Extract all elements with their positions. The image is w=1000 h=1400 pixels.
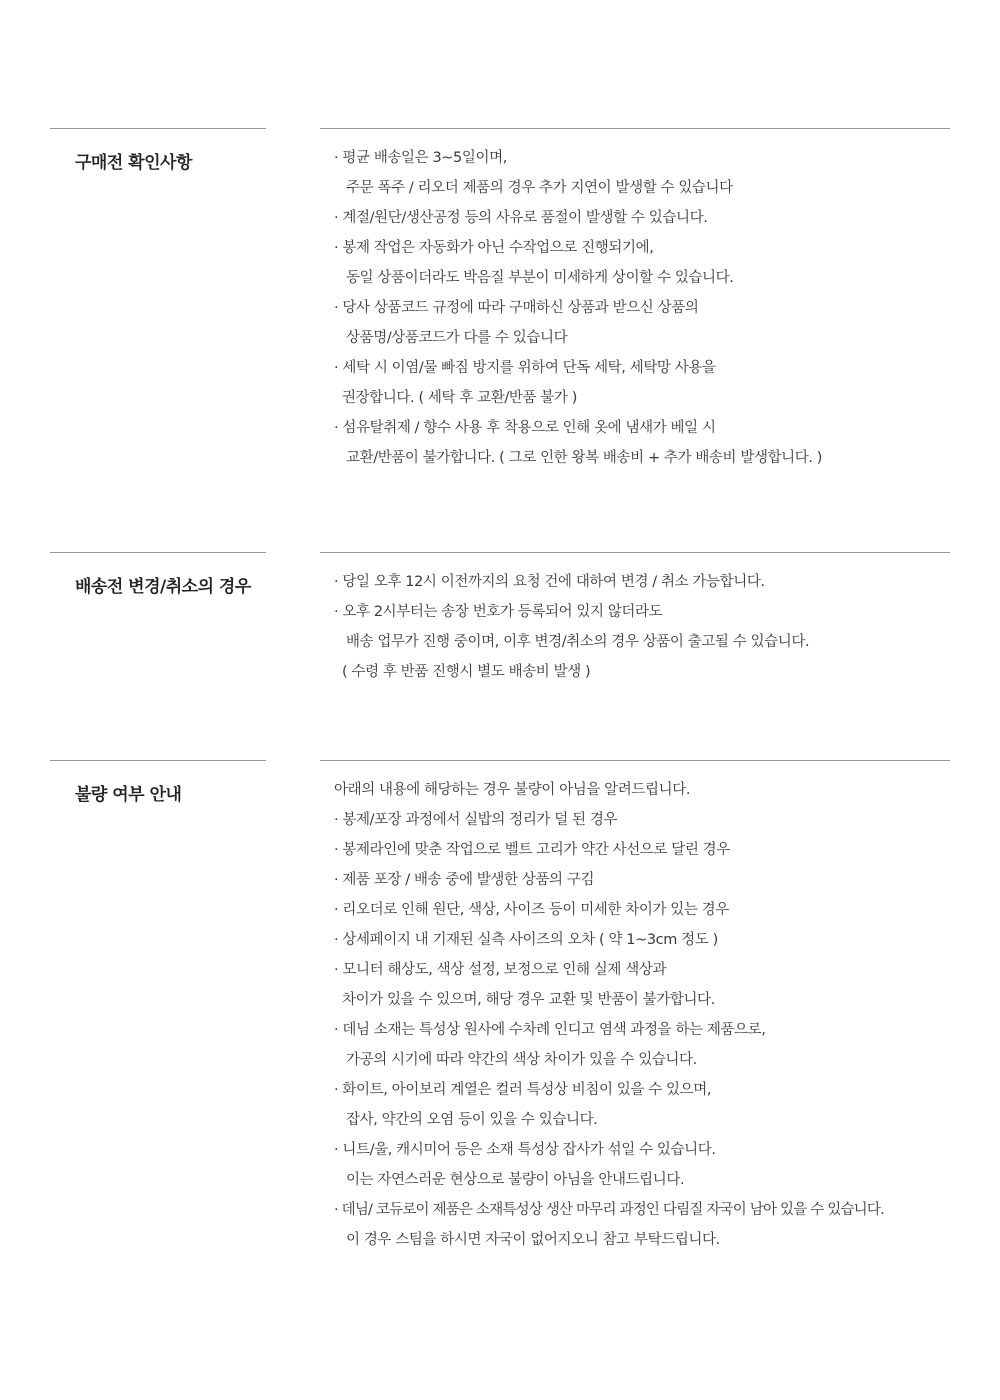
list-item: · 화이트, 아이보리 계열은 컬러 특성상 비침이 있을 수 있으며, (334, 1082, 712, 1098)
list-item: · 계절/원단/생산공정 등의 사유로 품절이 발생할 수 있습니다. (334, 210, 708, 226)
list-item: · 데님/ 코듀로이 제품은 소재특성상 생산 마무리 과정인 다림질 자국이 남아 있을 수 있습니다. (334, 1202, 884, 1218)
list-item: · 세탁 시 이염/물 빠짐 방지를 위하여 단독 세탁, 세탁망 사용을 (334, 360, 716, 376)
list-item: · 리오더로 인해 원단, 색상, 사이즈 등이 미세한 차이가 있는 경우 (334, 902, 729, 918)
list-item: ( 수령 후 반품 진행시 별도 배송비 발생 ) (342, 664, 591, 680)
divider (320, 552, 950, 553)
section-title: 불량 여부 안내 (75, 785, 182, 805)
divider (50, 128, 266, 129)
list-item: · 상세페이지 내 기재된 실측 사이즈의 오차 ( 약 1~3cm 정도 ) (334, 932, 718, 948)
section-title: 배송전 변경/취소의 경우 (75, 577, 251, 597)
divider (320, 760, 950, 761)
list-item: · 평균 배송일은 3~5일이며, (334, 150, 507, 166)
list-item: · 제품 포장 / 배송 중에 발생한 상품의 구김 (334, 872, 595, 888)
list-item: 아래의 내용에 해당하는 경우 불량이 아님을 알려드립니다. (334, 782, 691, 798)
notice-list (334, 148, 822, 478)
divider (50, 760, 266, 761)
list-item: · 당일 오후 12시 이전까지의 요청 건에 대하여 변경 / 취소 가능합니다. (334, 574, 765, 590)
list-item: 교환/반품이 불가합니다. ( 그로 인한 왕복 배송비 + 추가 배송비 발생합니다. ) (346, 450, 823, 466)
list-item: 동일 상품이더라도 박음질 부분이 미세하게 상이할 수 있습니다. (346, 270, 734, 286)
list-item: · 니트/울, 캐시미어 등은 소재 특성상 잡사가 섞일 수 있습니다. (334, 1142, 716, 1158)
list-item: · 오후 2시부터는 송장 번호가 등록되어 있지 않더라도 (334, 604, 663, 620)
list-item: · 봉제/포장 과정에서 실밥의 정리가 덜 된 경우 (334, 812, 618, 828)
list-item: 이 경우 스팀을 하시면 자국이 없어지오니 참고 부탁드립니다. (346, 1232, 720, 1248)
list-item: 권장합니다. ( 세탁 후 교환/반품 불가 ) (342, 390, 577, 406)
notice-list (334, 572, 809, 692)
divider (320, 128, 950, 129)
list-item: 상품명/상품코드가 다를 수 있습니다 (346, 330, 568, 346)
list-item: 배송 업무가 진행 중이며, 이후 변경/취소의 경우 상품이 출고될 수 있습니다. (346, 634, 810, 650)
list-item: · 섬유탈취제 / 향수 사용 후 착용으로 인해 옷에 냄새가 베일 시 (334, 420, 716, 436)
list-item: 이는 자연스러운 현상으로 불량이 아님을 안내드립니다. (346, 1172, 685, 1188)
notice-list (334, 780, 884, 1260)
list-item: 차이가 있을 수 있으며, 해당 경우 교환 및 반품이 불가합니다. (342, 992, 715, 1008)
list-item: 가공의 시기에 따라 약간의 색상 차이가 있을 수 있습니다. (346, 1052, 697, 1068)
list-item: · 당사 상품코드 규정에 따라 구매하신 상품과 받으신 상품의 (334, 300, 699, 316)
list-item: · 봉제라인에 맞춘 작업으로 벨트 고리가 약간 사선으로 달린 경우 (334, 842, 730, 858)
list-item: 잡사, 약간의 오염 등이 있을 수 있습니다. (346, 1112, 598, 1128)
divider (50, 552, 266, 553)
list-item: · 봉제 작업은 자동화가 아닌 수작업으로 진행되기에, (334, 240, 654, 256)
section-title: 구매전 확인사항 (75, 153, 192, 173)
list-item: 주문 폭주 / 리오더 제품의 경우 추가 지연이 발생할 수 있습니다 (346, 180, 733, 196)
list-item: · 데님 소재는 특성상 원사에 수차례 인디고 염색 과정을 하는 제품으로, (334, 1022, 766, 1038)
list-item: · 모니터 해상도, 색상 설정, 보정으로 인해 실제 색상과 (334, 962, 667, 978)
